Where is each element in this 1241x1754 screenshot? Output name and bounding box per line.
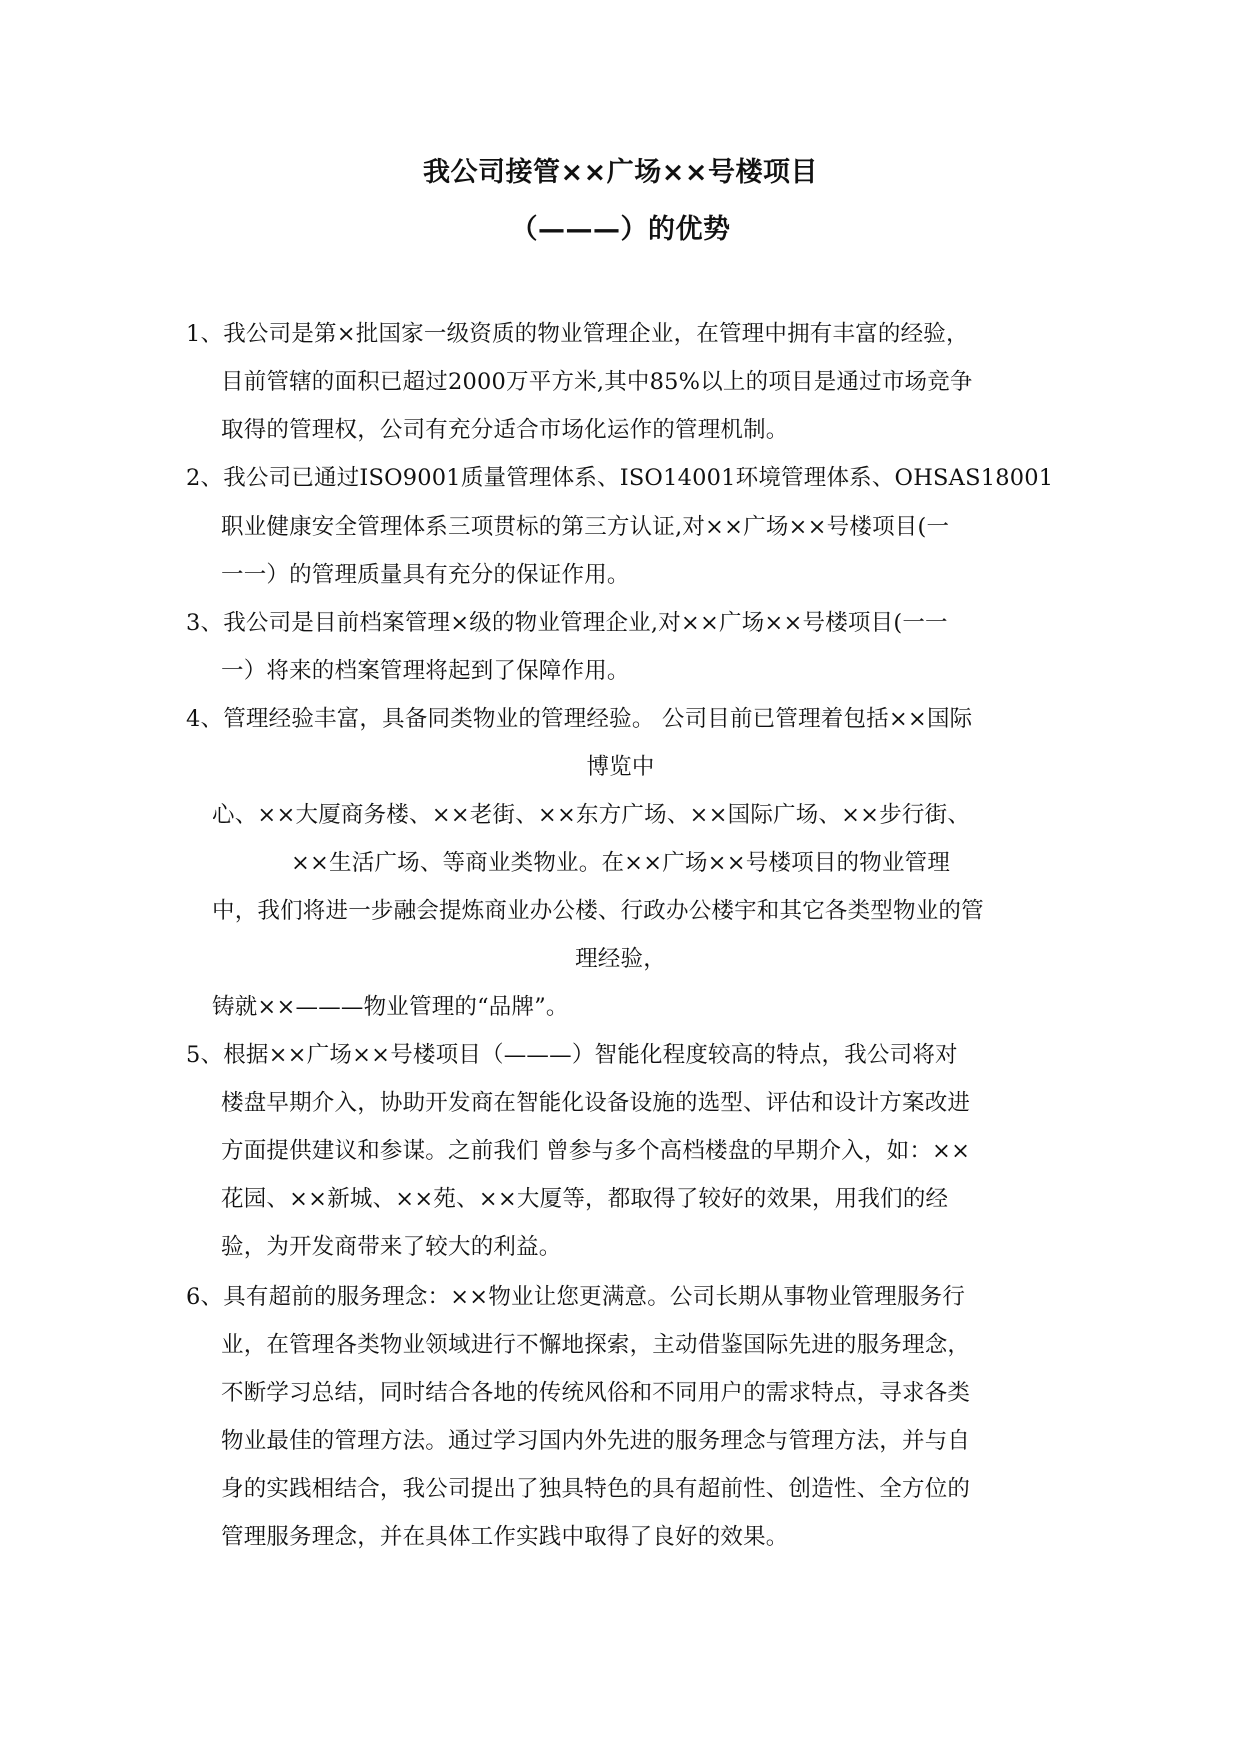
item-text-line: 具有超前的服务理念：××物业让您更满意。公司长期从事物业管理服务行 — [223, 1284, 966, 1310]
item-text-line: 取得的管理权，公司有充分适合市场化运作的管理机制。 — [221, 417, 789, 443]
item-text-line: ××生活广场、等商业类物业。在××广场××号楼项目的物业管理 — [290, 850, 951, 876]
item-text-line: 一一）的管理质量具有充分的保证作用。 — [221, 562, 630, 588]
item-number: 6、 — [186, 1284, 224, 1310]
item-text-line: 物业最佳的管理方法。通过学习国内外先进的服务理念与管理方法，并与自 — [221, 1428, 971, 1454]
item-number: 2、 — [186, 465, 224, 491]
document-title-line-2: （———）的优势 — [510, 214, 731, 245]
item-number: 5、 — [186, 1042, 224, 1068]
item-number: 4、 — [186, 706, 224, 732]
item-text-line: 验，为开发商带来了较大的利益。 — [221, 1234, 562, 1260]
item-text-line: 管理服务理念，并在具体工作实践中取得了良好的效果。 — [221, 1524, 789, 1550]
item-text-line: 根据××广场××号楼项目（———）智能化程度较高的特点，我公司将对 — [223, 1042, 958, 1068]
item-text-line: 中，我们将进一步融会提炼商业办公楼、行政办公楼宇和其它各类型物业的管 — [212, 898, 984, 924]
item-text-line: 不断学习总结，同时结合各地的传统风俗和不同用户的需求特点，寻求各类 — [221, 1380, 971, 1406]
item-number: 3、 — [186, 610, 224, 636]
document-title-line-1: 我公司接管××广场××号楼项目 — [423, 157, 818, 188]
item-text-line: 管理经验丰富，具备同类物业的管理经验。 公司目前已管理着包括××国际 — [223, 706, 973, 732]
item-text-line: 身的实践相结合，我公司提出了独具特色的具有超前性、创造性、全方位的 — [221, 1476, 971, 1502]
item-text-line: 理经验， — [575, 946, 666, 972]
item-text-line: 博览中 — [586, 754, 655, 780]
item-text-line: 我公司是目前档案管理×级的物业管理企业,对××广场××号楼项目(一一 — [223, 610, 948, 636]
item-text-line: 职业健康安全管理体系三项贯标的第三方认证,对××广场××号楼项目(一 — [221, 514, 950, 540]
item-text-line: 楼盘早期介入，协助开发商在智能化设备设施的选型、评估和设计方案改进 — [221, 1090, 971, 1116]
item-text-line: 花园、××新城、××苑、××大厦等，都取得了较好的效果，用我们的经 — [221, 1186, 949, 1212]
item-text-line: 心、××大厦商务楼、××老街、××东方广场、××国际广场、××步行街、 — [212, 802, 971, 828]
item-text-line: 目前管辖的面积已超过2000万平方米,其中85%以上的项目是通过市场竞争 — [221, 369, 973, 395]
item-text-line: 我公司是第×批国家一级资质的物业管理企业，在管理中拥有丰富的经验， — [223, 321, 969, 347]
item-text-line: 业，在管理各类物业领域进行不懈地探索，主动借鉴国际先进的服务理念， — [221, 1332, 971, 1358]
item-text-line: 我公司已通过ISO9001质量管理体系、ISO14001环境管理体系、OHSAS18001 — [223, 465, 1054, 491]
item-number: 1、 — [186, 321, 224, 347]
item-text-line: 方面提供建议和参谋。之前我们 曾参与多个高档楼盘的早期介入，如：×× — [221, 1138, 971, 1164]
item-text-line: 一）将来的档案管理将起到了保障作用。 — [221, 658, 630, 684]
item-text-line: 铸就××———物业管理的“品牌”。 — [212, 994, 569, 1020]
